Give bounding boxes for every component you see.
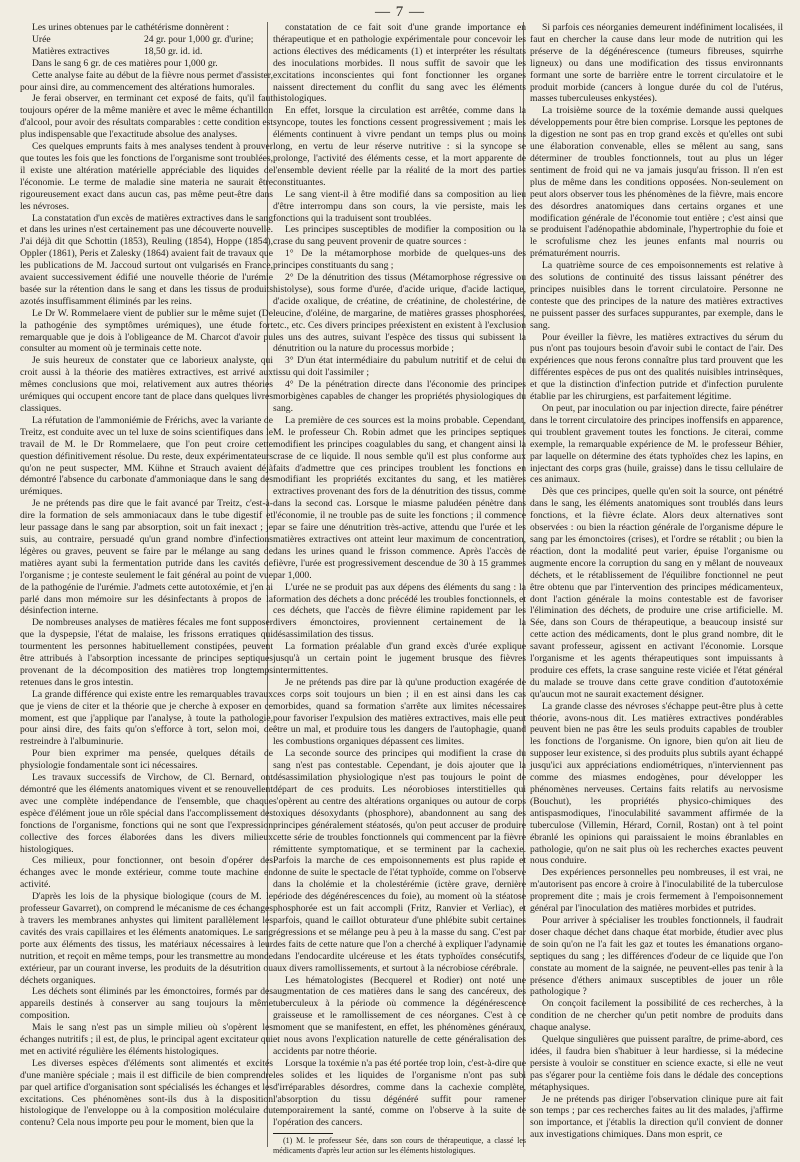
footnote-rule xyxy=(273,1133,333,1134)
paragraph: Pour éveiller la fièvre, les matières extractives du sérum du pus n'ont pas toujours besoin d'avoir subi le contact de l'air. Des expériences que nous ferons connaître plus tard prouvent que les différentes espèces de pus ont des qualités nuisibles intrinsèques, et que la distinction d'infection putride et d'infection purulente établie par les chirurgiens, est parfaitement légitime. xyxy=(530,331,783,403)
paragraph: Les urines obtenues par le cathétérisme donnèrent : xyxy=(32,22,229,33)
footnote: (1) M. le professeur Sée, dans son cours de thérapeutique, a classé les médicaments d'après leur action sur les éléments histologiques. xyxy=(273,1136,526,1155)
table-cell-value: 24 gr. pour 1,000 gr. d'urine; xyxy=(144,33,254,45)
page-number: — 7 — xyxy=(375,4,425,20)
paragraph: On conçoit facilement la possibilité de ces recherches, à la condition de ne chercher qu'un petit nombre de produits dans chaque analyse. xyxy=(530,998,783,1034)
paragraph: Mais le sang n'est pas un simple milieu où s'opèrent les échanges nutritifs ; il est, de plus, le principal agent excitateur qui met en activité régulière les éléments histologiques. xyxy=(20,1022,273,1057)
paragraph: Si parfois ces néorganies demeurent indéfiniment localisées, il faut en chercher la cause dans leur mode de nutrition qui les préserve de la dégénérescence (tumeurs fibreuses, squirrhe ligneux) ou dans une modification des tissus environnants formant une sorte de barrière entre le torrent circulatoire et le produit morbide (cancers à longue durée du col de l'utérus, masses tuberculeuses enkystées). xyxy=(530,22,783,105)
column-left xyxy=(20,22,273,1147)
paragraph: Les travaux successifs de Virchow, de Cl. Bernard, ont démontré que les éléments anatomiques vivent et se renouvellent avec une complète indépendance de l'ensemble, que chaque espèce d'élément joue un rôle spécial dans l'accomplissement des fonctions de l'organisme, fonctions qui ne sont que l'expression collective des forces élaborées dans les divers milieux histologiques. xyxy=(20,772,273,855)
paragraph: Je ferai observer, en terminant cet exposé de faits, qu'il faut toujours opérer de la même manière et avec le même échantillon d'alcool, pour avoir des résultats comparables : cette condition est plus indispensable que l'exactitude absolue des analyses. xyxy=(20,93,273,141)
paragraph: D'après les lois de la physique biologique (cours de M. le professeur Gavarret), on comprend le mécanisme de ces échanges à travers les membranes anhystes qui limitent parallèlement les cavités des vrais capillaires et les éléments anatomiques. Le sang porte aux éléments des tissus, les matériaux nécessaires à leur nutrition, et reçoit en même temps, pour les transmettre au monde extérieur, par un courant inverse, les produits de la désutrition ou déchets organiques. xyxy=(20,891,273,986)
paragraph: La formation préalable d'un grand excès d'urée explique jusqu'à un certain point le jugement brusque des fièvres intermittentes. xyxy=(273,641,526,676)
paragraph: La quatrième source de ces empoisonnements est relative à des solutions de continuité des tissus laissant pénétrer des principes nuisibles dans le torrent circulatoire. Personne ne conteste que des principes de la nature des matières extractives ne puissent passer des surfaces suppurantes, par exemple, dans le sang. xyxy=(530,260,783,331)
paragraph: Les diverses espèces d'éléments sont alimentés et excités d'une manière spéciale ; mais il est difficile de bien comprendre par quel artifice d'organisation sont spécialisés les échanges et les excitations. Ces phénomènes sont-ils dus à la disposition histologique de l'enveloppe ou à la composition moléculaire du contenu? Cela nous importe peu pour le moment, bien que la xyxy=(20,1057,273,1129)
paragraph: 1° De la métamorphose morbide de quelques-uns des principes constituants du sang ; xyxy=(273,248,526,272)
paragraph: La réfutation de l'ammoniémie de Frérichs, avec la variante de Treitz, est conduite avec un tel luxe de soins scientifiques dans le travail de M. le Dr Rommelaere, que l'on peut croire cette question définitivement résolue. Du reste, deux expérimentateurs qu'on ne peut suspecter, MM. Kühne et Strauch avaient déjà démontré l'absence du carbonate d'ammoniaque dans le sang des urémiques. xyxy=(20,414,273,498)
paragraph: Le sang vient-il à être modifié dans sa composition au lieu d'être interrompu dans son cours, la vie persiste, mais les fonctions qui la traduisent sont troublées. xyxy=(273,188,526,224)
paragraph: La grande différence qui existe entre les remarquables travaux que je viens de citer et la théorie que je cherche à exposer en ce moment, est que j'applique par l'analyse, à toute la pathologie, pour ainsi dire, des faits qu'on s'efforce à tort, selon moi, de restreindre à l'albuminurie. xyxy=(20,688,273,748)
paragraph: 2° De la dénutrition des tissus (Métamorphose régressive ou histolyse), sous forme d'urée, d'acide urique, d'acide lactique, d'acide oxalique, de créatine, de créatinine, de cholestérine, de leucine, d'oléine, de margarine, de matières grasses phosphorées, etc., etc. Ces divers principes préexistent en existent à l'exclusion les uns des autres, suivant l'espèce des tissus qui subissent la dénutrition ou la nature du processus morbide ; xyxy=(273,272,526,355)
paragraph: Les hématologistes (Becquerel et Rodier) ont noté une augmentation de ces matières dans le sang des cancéreux, des tuberculeux à la période où commence la dégénérescence graisseuse et le ramollissement de ces néorganes. C'est à ce moment que se manifestent, en effet, les phénomènes généraux, et nous avons l'explication naturelle de cette généralisation des accidents par notre théorie. xyxy=(273,974,526,1057)
table-cell-label: Urée xyxy=(32,33,51,45)
paragraph: Cette analyse faite au début de la fièvre nous permet d'assister, pour ainsi dire, au commencement des altérations humorales. xyxy=(20,69,273,93)
paragraph: La seconde source des principes qui modifient la crase du sang n'est pas contestable. Cependant, je dois ajouter que la désassimilation physiologique n'est pas toujours le point de départ de ces produits. Les néorobioses interstitielles qui s'opèrent au centre des altérations organiques ou autour de corps toxiques désoxydants (phosphore), abandonnent au sang des principes généralement stéatosés, qu'on peut accuser de produire cette série de troubles fonctionnels qui commencent par la fièvre rémittente symptomatique, et se terminent par la cachexie. Parfois la marche de ces empoisonnements est plus rapide et donne de suite le spectacle de l'état typhoïde, comme on l'observe dans la cholémie et la cholestérémie (ictère grave, dernière période des dégénérescences du foie), au moment où la stéatose phosphorée est un fait accompli (Fritz, Ranvier et Verliac), et parfois, quand le caillot obturateur d'une phlébite subit certaines régressions et se mélange peu à peu à la masse du sang. C'est par des faits de cette nature que l'on a cherché à expliquer l'adynamie dans l'endocardite ulcéreuse et les états typhoïdes consécutifs, aux divers ramollissements, et surtout à la nécrobiose cérébrale. xyxy=(273,748,526,974)
paragraph: Ces quelques emprunts faits à mes analyses tendent à prouver que toutes les fois que les fonctions de l'organisme sont troublées, il existe une altération matérielle appréciable des liquides de l'économie. Le terme de maladie sine materia ne saurait être rigoureusement exact dans aucun cas, pas même peut-être dans les névroses. xyxy=(20,141,273,212)
paragraph: Dès que ces principes, quelle qu'en soit la source, ont pénétré dans le sang, les éléments anatomiques sont troublés dans leurs fonctions, et la fièvre éclate. Alors deux alternatives sont observées : ou bien la réaction générale de l'organisme dépure le sang par les émonctoires (crises), et l'ordre se rétablit ; ou bien la réaction, dont la modalité peut varier, épuise l'organisme ou augmente encore la corruption du sang en y mêlant de nouveaux déchets, et le rétablissement de l'équilibre fonctionnel ne peut être obtenu que par l'intervention des principes médicamenteux, dont l'action générale la moins contestable est de favoriser l'élimination des déchets, de produire une crise artificielle. M. Sée, dans son Cours de thérapeutique, a beaucoup insisté sur cette action des médicaments, dont le plus grand nombre, dit le savant professeur, agissent en activant l'économie. Lorsque l'organisme et les agents thérapeutiques sont impuissants à produire ces effets, la crase sanguine reste viciée et l'état général du malade se trouve dans cette grave condition d'autotoxémie qu'aucun mot ne saurait exactement désigner. xyxy=(530,486,783,700)
paragraph: Lorsque la toxémie n'a pas été portée trop loin, c'est-à-dire que les solides et les liquides de l'organisme n'ont pas subi d'irréparables désordres, comme dans la cachexie complète, l'absorption du tissu dégénéré suffit pour ramener temporairement la santé, comme on l'observe à la suite de l'opération des cancers. xyxy=(273,1057,526,1129)
paragraph: Pour bien exprimer ma pensée, quelques détails de physiologie fondamentale sont ici nécessaires. xyxy=(20,748,273,772)
paragraph: constatation de ce fait soit d'une grande importance en thérapeutique et en pathologie expérimentale pour concevoir les actions électives des médicaments (1) et interpréter les résultats des inoculations morbides. Il nous suffit de savoir que les excitations inconscientes qui font fonctionner les organes naissent directement du conflit du sang avec les éléments histologiques. xyxy=(273,22,526,105)
middle-column-body xyxy=(273,22,526,1129)
paragraph: 4° De la pénétration directe dans l'économie des principes morbigènes capables de changer les propriétés physiologiques du sang. xyxy=(273,379,526,414)
paragraph: Le Dr W. Rommelaere vient de publier sur le même sujet (De la pathogénie des symptômes urémiques), une étude fort remarquable que je dois à l'obligeance de M. Charcot d'avoir pu consulter au moment où je terminais cette note. xyxy=(20,307,273,355)
right-column-body xyxy=(530,22,783,1141)
paragraph: Ces milieux, pour fonctionner, ont besoin d'opérer des échanges avec le monde extérieur, comme toute machine en activité. xyxy=(20,855,273,891)
paragraph: La troisième source de la toxémie demande aussi quelques développements pour être bien comprise. Lorsque les peptones de la digestion ne sont pas en trop grand excès et qu'elles ont subi une élaboration convenable, elles se mêlent au sang, sans déterminer de troubles fonctionnels, tout au plus un léger sentiment de froid qui ne va jamais jusqu'au frisson. Il n'en est plus de même dans les conditions opposées. Non-seulement on peut alors observer tous les phénomènes de la fièvre, mais encore des désordres anatomiques dans certains organes et une modification générale de l'économie tout entière ; c'est ainsi que se produisent l'adénopathie abdominale, l'hypertrophie du foie et le scrofulisme chez les jeunes enfants mal nourris ou prématurément nourris. xyxy=(530,105,783,260)
table-row xyxy=(20,46,273,58)
paragraph: 3° D'un état intermédiaire du pabulum nutritif et de celui du tissu qui doit l'assimiler ; xyxy=(273,355,526,379)
paragraph: Des expériences personnelles peu nombreuses, il est vrai, ne m'autorisent pas encore à croire à l'inoculabilité de la tuberculose proprement dite ; mais je crois fermement à l'empoisonnement général par l'inoculation des matières morbides et putrides. xyxy=(530,867,783,915)
paragraph: Les déchets sont éliminés par les émonctoires, formés par des appareils destinés à conserver au sang toujours la même composition. xyxy=(20,986,273,1022)
table-cell-label: Matières extractives xyxy=(32,45,110,57)
column-right xyxy=(530,22,783,1147)
paragraph: Je ne prétends pas dire que le fait avancé par Treitz, c'est-à-dire la formation de sels ammoniacaux dans le tube digestif et leur passage dans le sang par absorption, soit un fait inexact ; je suis, au contraire, persuadé qu'un grand nombre d'infections légères ou graves, peuvent se faire par le mélange au sang de matières ayant subi la fermentation putride dans les cavités de l'organisme ; je conteste seulement le fait général au point de vue de la pathogénie de l'urémie. J'admets cette autotoxémie, et j'en ai parlé dans mon mémoire sur les désinfectants à propos de la désinfection interne. xyxy=(20,498,273,617)
table-row xyxy=(20,34,273,46)
paragraph: Dans le sang 6 gr. de ces matières pour 1,000 gr. xyxy=(32,57,218,69)
paragraph: La grande classe des névroses s'échappe peut-être plus à cette théorie, avons-nous dit. Les matières extractives pondérables peuvent bien ne pas être les seuls produits capables de troubler les fonctions de l'organisme. On ignore, bien qu'on ait lieu de supposer leur existence, si des produits plus subtils ayant échappé jusqu'ici aux appréciations endiométriques, n'interviennent pas comme des miasmes endogènes, pour développer les phénomènes nerveuses. Certains faits relatifs au nervosisme (Bouchut), les propriétés physico-chimiques des antispasmodiques, l'inoculabilité savamment affirmée de la tuberculose (Villemin, Hérard, Cornil, Rostan) ont à tel point ébranlé les opinions qui paraissaient le moins ébranlables en pathologie, qu'on ne sait plus où les recherches exactes peuvent nous conduire. xyxy=(530,700,783,867)
paragraph: Les principes susceptibles de modifier la composition ou la crase du sang peuvent provenir de quatre sources : xyxy=(273,224,526,248)
column-middle xyxy=(273,22,526,1155)
paragraph: De nombreuses analyses de matières fécales me font supposer que la dyspepsie, l'état de malaise, les frissons erratiques qui tourmentent les personnes habituellement constipées, peuvent être attribués à l'absorption incessante de principes septiques provenant de la décomposition des matières trop longtemps retenues dans le gros intestin. xyxy=(20,617,273,688)
paragraph: On peut, par inoculation ou par injection directe, faire pénétrer dans le torrent circulatoire des principes inoffensifs en apparence, qui troublent gravement toutes les fonctions. Je citerai, comme exemple, la remarquable expérience de M. le professeur Béhier, par laquelle on détermine des états typhoïdes chez les lapins, en injectant des corps gras (huile, graisse) dans le tissu cellulaire de ces animaux. xyxy=(530,403,783,486)
paragraph: La constatation d'un excès de matières extractives dans le sang et dans les urines n'est certainement pas une découverte nouvelle. J'ai déjà dit que Schottin (1853), Reuling (1854), Hoppe (1854), Oppler (1861), Peris et Zalesky (1864) avaient fait de travaux que les publications de M. Jaccoud surtout ont vulgarisés en France, avaient successivement édifié une nouvelle théorie de l'urémie basée sur la rétention dans le sang et dans les tissus de produits azotés insuffisamment éliminés par les reins. xyxy=(20,212,273,307)
paragraph: Je ne prétends pas diriger l'observation clinique pure ait fait son temps ; par ces recherches faites au lit des malades, j'affirme son importance, et j'établis la direction qu'il convient de donner aux investigations chimiques. Dans mon esprit, ce xyxy=(530,1093,783,1141)
paragraph: Je suis heureux de constater que ce laborieux analyste, qui croit aussi à la théorie des matières extractives, est arrivé aux mêmes conclusions que moi, relativement aux autres théories urémiques qui occupent encore tant de place dans quelques livres classiques. xyxy=(20,355,273,414)
left-column-body xyxy=(20,58,273,1130)
paragraph: La première de ces sources est la moins probable. Cependant, M. le professeur Ch. Robin admet que les principes septiques modifient les principes coagulables du sang, et changent ainsi la crase de ce liquide. Il nous semble qu'il est plus conforme aux faits d'admettre que ces principes troublent les fonctions en modifiant les propriétés excitantes du sang, et les matières extractives provenant des fors de la dénutrition des tissus, comme dans la second cas. Lorsque le miasme paludéen pénètre dans l'économie, il ne trouble pas de suite les fonctions ; il commence par se faire une dénutrition très-active, attendu que l'urée et les matières extractives ont atteint leur maximum de concentration, dans les urines quand le frisson commence. Après l'accès de fièvre, l'urée est progressivement descendue de 30 à 15 grammes par 1,000. xyxy=(273,414,526,581)
table-cell-value: 18,50 gr. id. id. xyxy=(144,45,203,57)
paragraph: Pour arriver à spécialiser les troubles fonctionnels, il faudrait doser chaque déchet dans chaque état morbide, étudier avec plus de soin qu'on ne l'a fait les gaz et toutes les émanations organo-septiques du sang ; les différences d'odeur de ce liquide que l'on constate au moment de la saignée, ne peuvent-elles pas tenir à la présence d'éthers animaux susceptibles de jouer un rôle pathologique ? xyxy=(530,914,783,998)
paragraph: Quelque singulières que puissent paraître, de prime-abord, ces idées, il faudra bien s'habituer à leur hardiesse, si la médecine persiste à vouloir se constituer en science exacte, si elle ne veut pas s'égarer pour la centième fois dans le dédale des conceptions métaphysiques. xyxy=(530,1034,783,1093)
paragraph: Je ne prétends pas dire par là qu'une production exagérée de ces corps soit toujours un bien ; il en est ainsi dans les cas morbides, quand sa formation s'arrête aux limites nécessaires pour favoriser l'expulsion des matières extractives, mais elle peut être un mal, et produire tous les dangers de l'autophagie, quand les combustions organiques dépassent ces limites. xyxy=(273,676,526,748)
paragraph: En effet, lorsque la circulation est arrêtée, comme dans la syncope, toutes les fonctions cessent progressivement ; mais les éléments continuent à vivre pendant un temps plus ou moins long, en vertu de leur réserve nutritive : si la syncope se prolonge, l'activité des éléments cesse, et la mort apparente de l'ensemble devient réelle par la réalité de la mort des parties constituantes. xyxy=(273,105,526,188)
paragraph: L'urée ne se produit pas aux dépens des éléments du sang : la formation des déchets a donc précédé les troubles fonctionnels, et ces déchets, que l'accès de fièvre élimine rapidement par les divers émonctoires, proviennent certainement de la désassimilation des tissus. xyxy=(273,581,526,641)
